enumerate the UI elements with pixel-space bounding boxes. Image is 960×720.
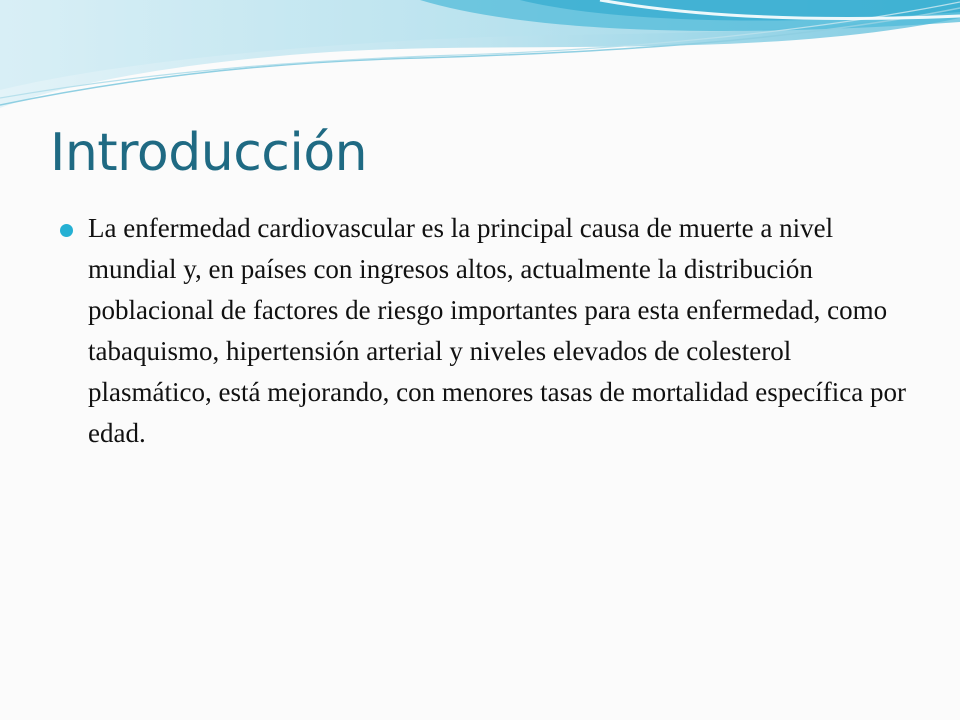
slide-title: Introducción bbox=[50, 123, 368, 183]
slide-body bbox=[60, 208, 920, 454]
header-wave-decoration bbox=[0, 0, 960, 120]
bullet-text: La enfermedad cardiovascular es la principal causa de muerte a nivel mundial y, en países con ingresos altos, actualmente la distribución poblacional de factores de riesgo importantes para esta enfermedad, como tabaquismo, hipertensión arterial y niveles elevados de colesterol plasmático, está mejorando, con menores tasas de mortalidad específica por edad. bbox=[88, 213, 906, 448]
bullet-item bbox=[60, 208, 920, 454]
bullet-dot-icon bbox=[60, 224, 73, 237]
